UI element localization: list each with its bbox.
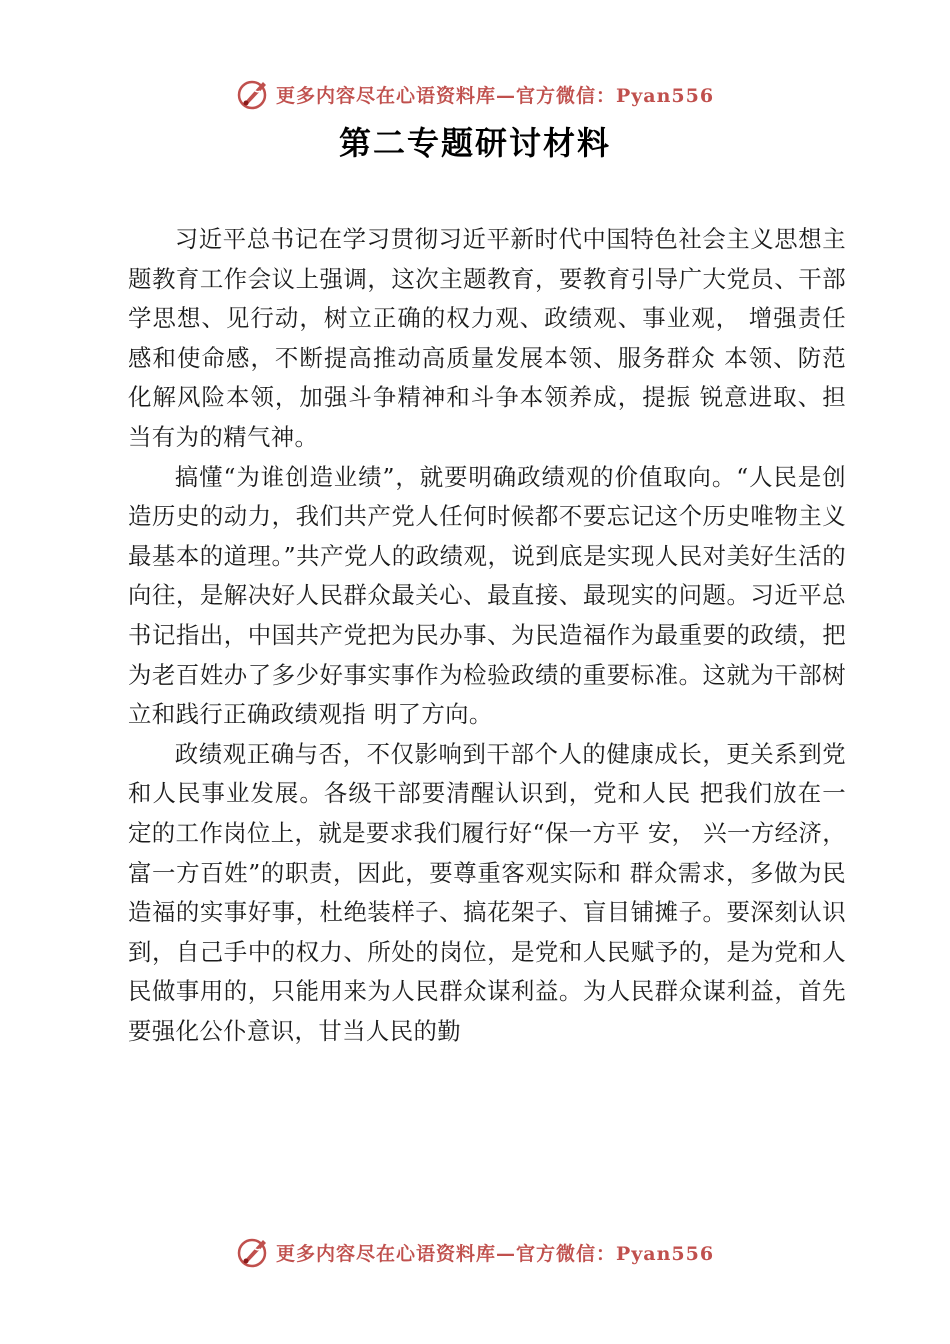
header-watermark [0,74,950,114]
document-body [128,220,846,1051]
watermark-text: 更多内容尽在心语资料库—官方微信：Pyan556 [275,84,715,107]
footer-watermark [0,1232,950,1272]
paragraph-3: 政绩观正确与否，不仅影响到干部个人的健康成长，更关系到党和人民事业发展。各级干部要清醒认识到，党和人民 把我们放在一定的工作岗位上，就是要求我们履行好“保一方平 安， 兴一方经济，富一方百姓”的职责，因此，要尊重客观实际和 群众需求，多做为民造福的实事好事，杜绝装样子、搞花架子、盲目铺摊子。要深刻认识到，自己手中的权力、所处的岗位，是党和人民赋予的，是为党和人民做事用的，只能用来为人民群众谋利益。为人民群众谋利益，首先要强化公仆意识，甘当人民的勤 [128,739,846,1045]
paragraph-1: 习近平总书记在学习贯彻习近平新时代中国特色社会主义思想主题教育工作会议上强调，这次主题教育，要教育引导广大党员、干部学思想、见行动，树立正确的权力观、政绩观、事业观， 增强责任感和使命感，不断提高推动高质量发展本领、服务群众 本领、防范化解风险本领，加强斗争精神和斗争本领养成，提振 锐意进取、担当有为的精气神。 [128,225,846,451]
paragraph-2: 搞懂“为谁创造业绩”，就要明确政绩观的价值取向。“人民是创造历史的动力，我们共产党人任何时候都不要忘记这个历史唯物主义最基本的道理。”共产党人的政绩观，说到底是实现人民对美好生活的向往，是解决好人民群众最关心、最直接、最现实的问题。习近平总书记指出，中国共产党把为民办事、为民造福作为最重要的政绩，把为老百姓办了多少好事实事作为检验政绩的重要标准。这就为干部树立和践行正确政绩观指 明了方向。 [128,462,846,729]
brush-circle-icon [236,1234,272,1270]
watermark-text: 更多内容尽在心语资料库—官方微信：Pyan556 [275,1242,715,1265]
brush-circle-icon [236,76,272,112]
document-title: 第二专题研讨材料 [338,124,611,162]
